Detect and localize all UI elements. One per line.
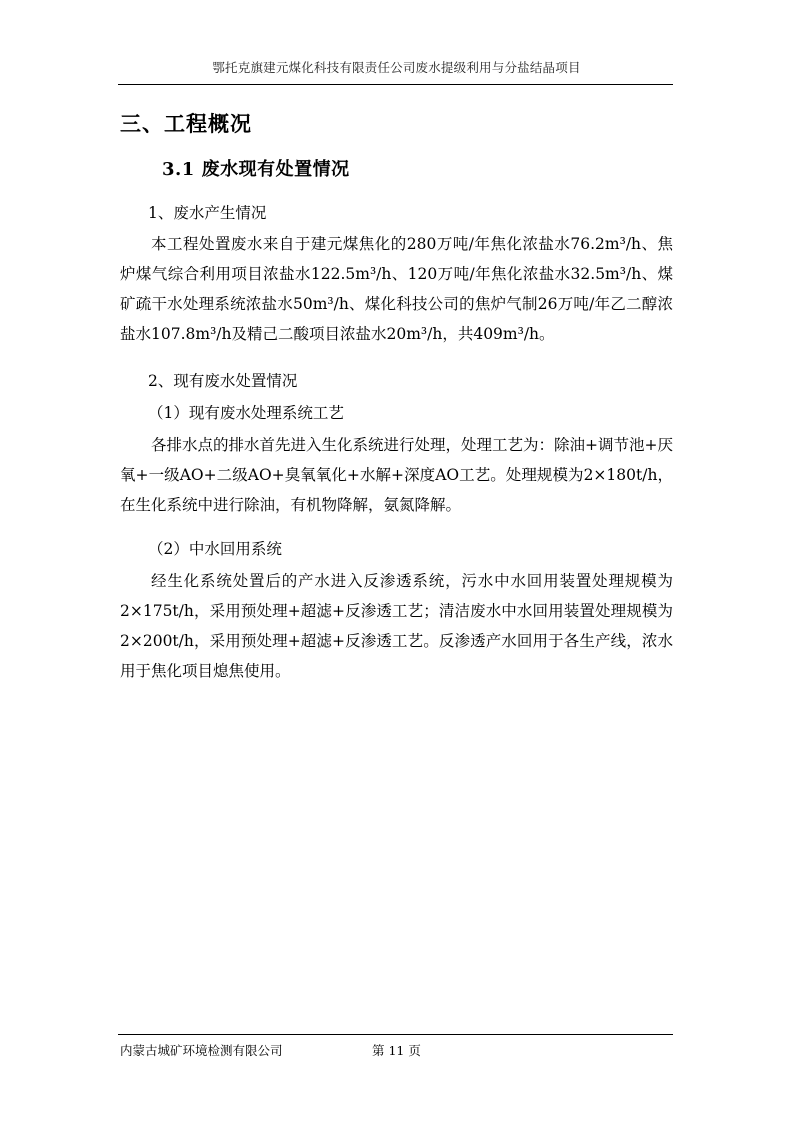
item1-title: 1、废水产生情况 <box>148 204 267 222</box>
sub2-paragraph: 经生化系统处置后的产水进入反渗透系统，污水中水回用装置处理规模为2×175t/h，采用预处理+超滤+反渗透工艺；清洁废水中水回用装置处理规模为2×200t/h，采用预处理+超滤+反渗透工艺。反渗透产水回用于各生产线，浓水用于焦化项目熄焦使用。 <box>120 572 673 680</box>
item1-paragraph: 本工程处置废水来自于建元煤焦化的280万吨/年焦化浓盐水76.2m³/h、焦炉煤气综合利用项目浓盐水122.5m³/h、120万吨/年焦化浓盐水32.5m³/h、煤矿疏干水处理系统浓盐水50m³/h、煤化科技公司的焦炉气制26万吨/年乙二醇浓盐水107.8m³/h及精己二酸项目浓盐水20m³/h，共409m³/h。 <box>120 235 673 343</box>
footer-divider <box>118 1034 673 1035</box>
item2-title: 2、现有废水处置情况 <box>148 372 298 390</box>
section-heading: 三、工程概况 <box>120 111 252 136</box>
page-number: 第 11 页 <box>372 1043 421 1058</box>
subsection-heading: 3.1 废水现有处置情况 <box>162 159 350 180</box>
header-divider <box>118 84 673 85</box>
running-header: 鄂托克旗建元煤化科技有限责任公司废水提级利用与分盐结晶项目 <box>212 60 581 75</box>
sub1-paragraph: 各排水点的排水首先进入生化系统进行处理，处理工艺为：除油+调节池+厌氧+一级AO+二级AO+臭氧氧化+水解+深度AO工艺。处理规模为2×180t/h，在生化系统中进行除油，有机物降解，氨氮降解。 <box>120 436 673 514</box>
sub2-title: （2）中水回用系统 <box>148 540 282 558</box>
footer-company: 内蒙古城矿环境检测有限公司 <box>120 1043 283 1058</box>
sub1-title: （1）现有废水处理系统工艺 <box>148 404 344 422</box>
